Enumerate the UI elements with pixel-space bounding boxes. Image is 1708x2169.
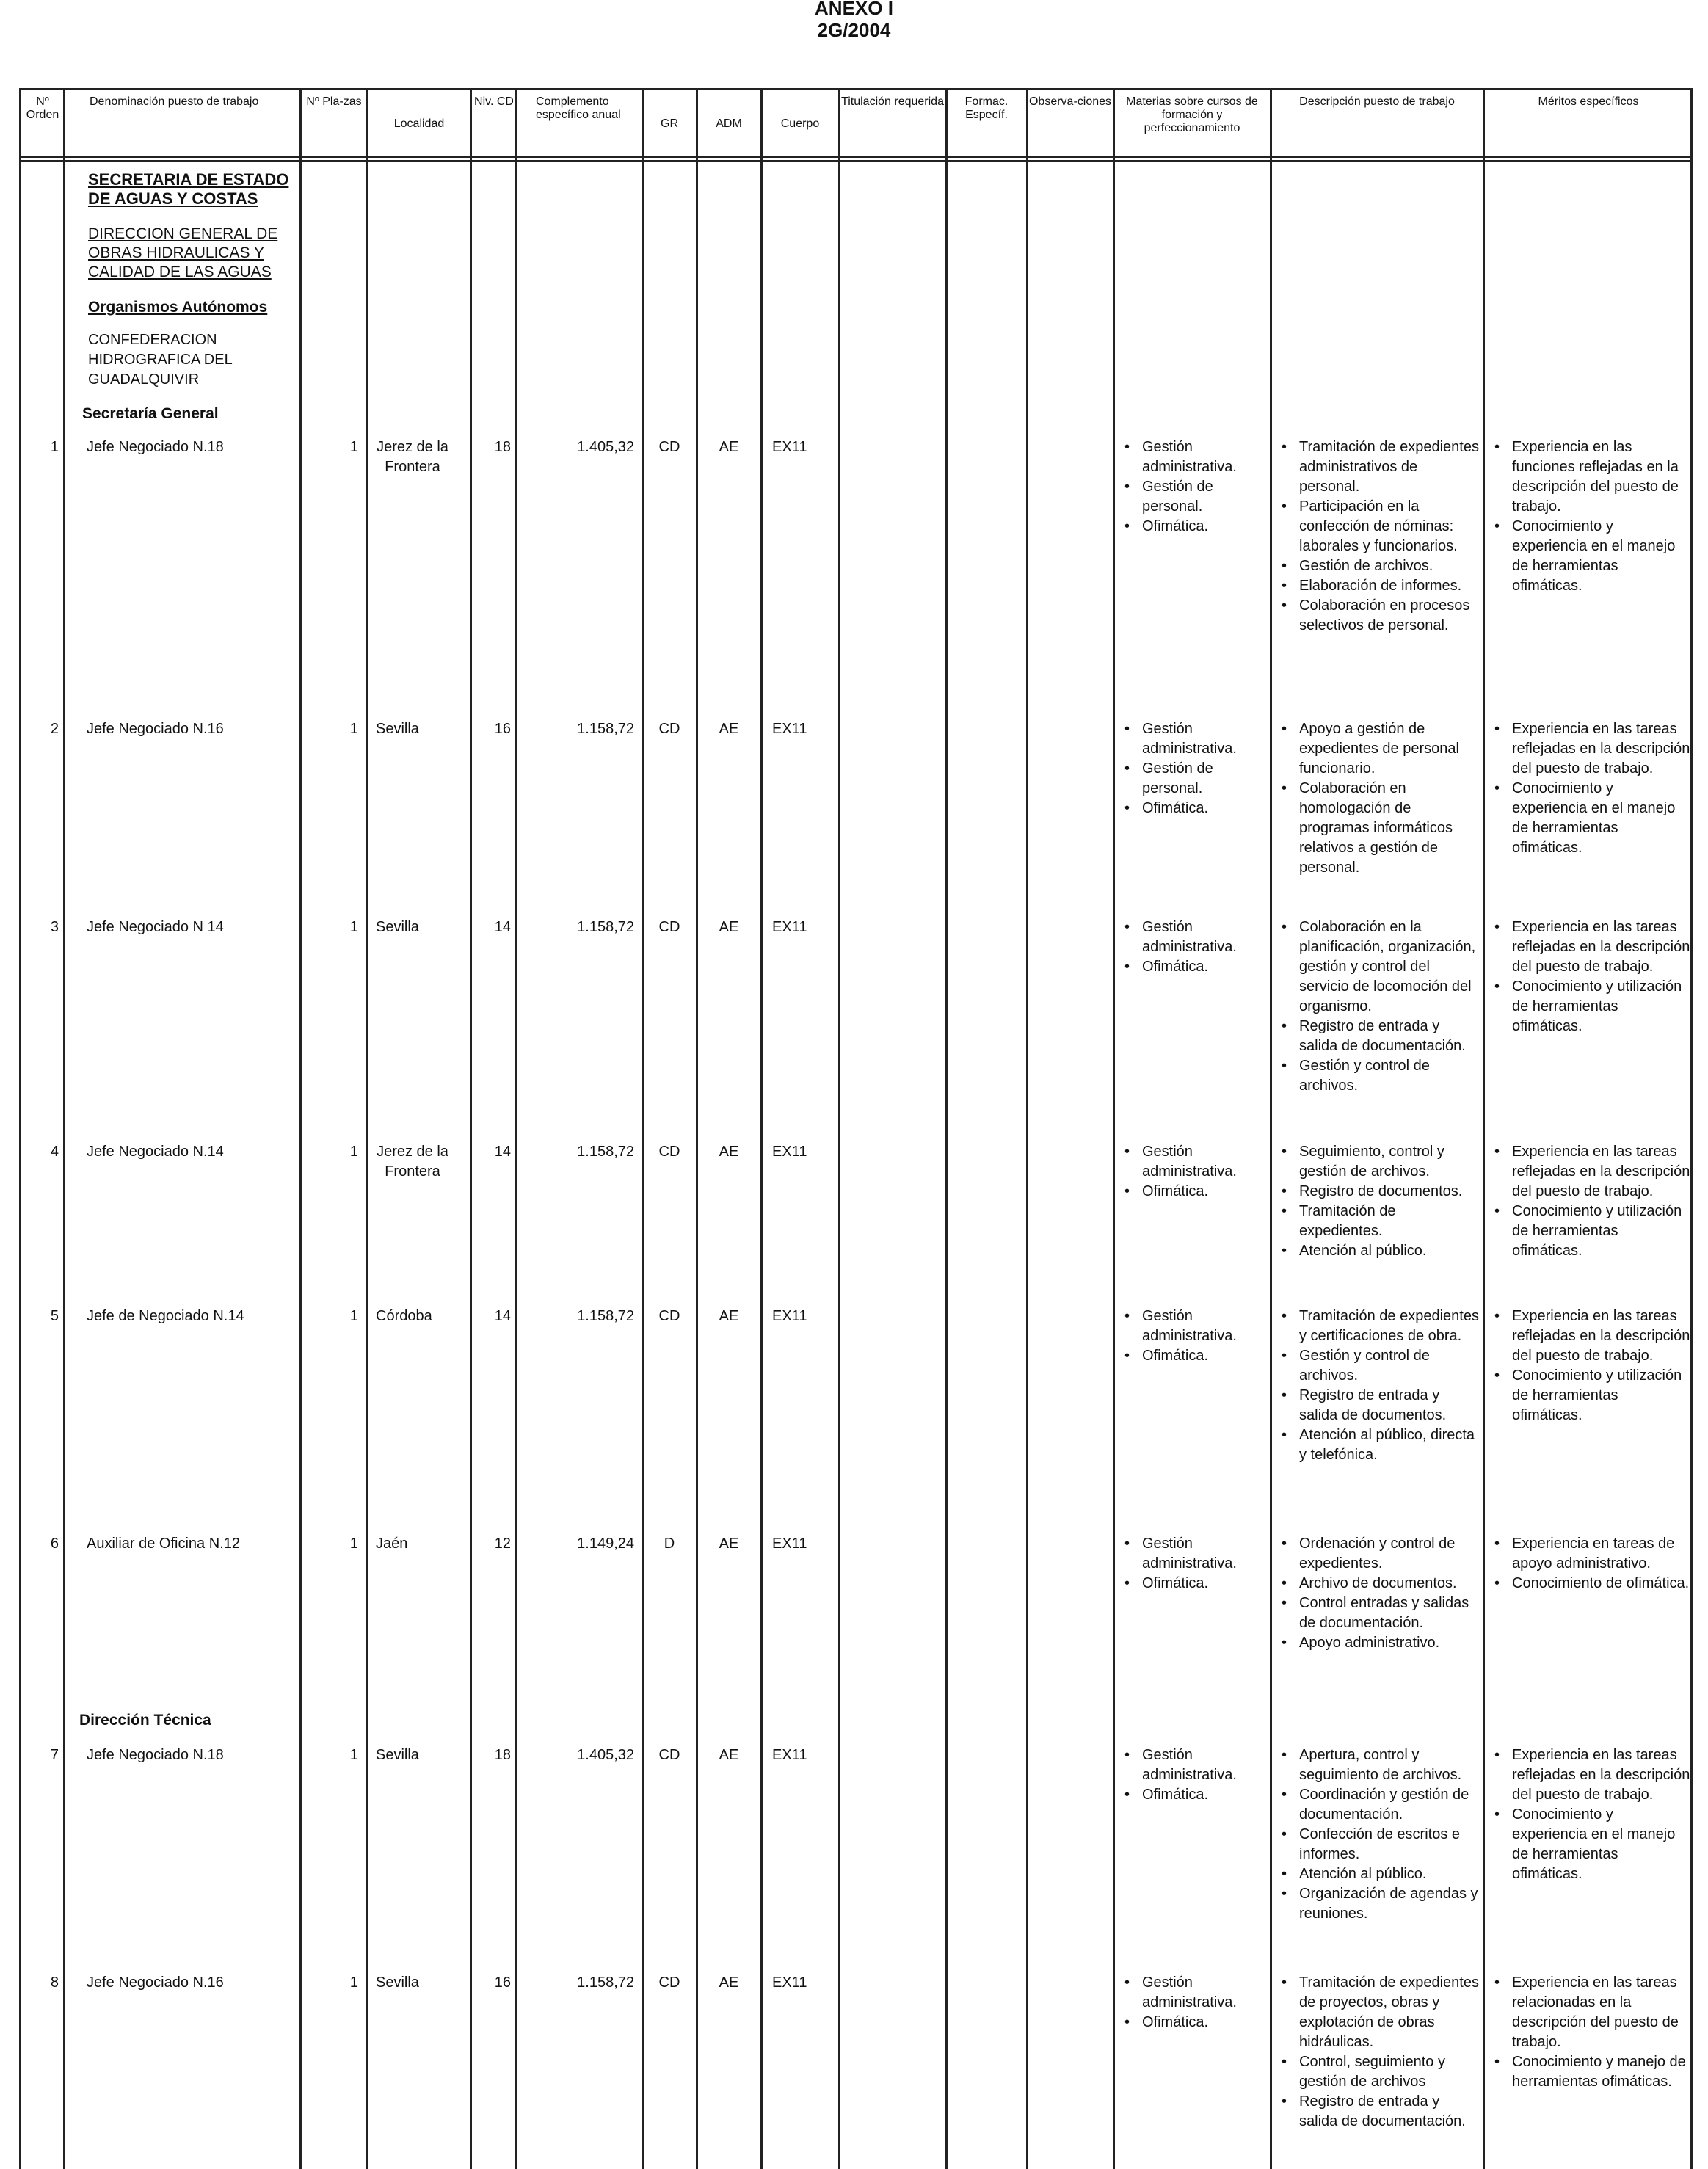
row-8-cuerpo: EX11 — [772, 1974, 807, 1991]
list-item: • Ofimática. — [1122, 1182, 1268, 1202]
list-item: • Tramitación de expedientes. — [1279, 1202, 1481, 1241]
row-3-cuerpo: EX11 — [772, 919, 807, 935]
row-2-adm: AE — [719, 721, 739, 737]
list-item: • Ofimática. — [1122, 957, 1268, 977]
list-item: • Organización de agendas y reuniones. — [1279, 1884, 1481, 1924]
row-4-pl: 1 — [349, 1144, 358, 1160]
row-3-gr: CD — [658, 919, 680, 935]
header-materias: Materias sobre cursos de formación y perfeccionamiento — [1126, 95, 1258, 134]
list-item: • Conocimiento y utilización de herramientas ofimáticas. — [1491, 977, 1691, 1036]
list-item: • Conocimiento y experiencia en el manejo de herramientas ofimáticas. — [1491, 779, 1691, 858]
row-1-gr: CD — [658, 439, 680, 455]
header-titulacion: Titulación requerida — [841, 95, 944, 108]
row-6-comp: 1.149,24 — [577, 1536, 634, 1552]
header-adm: ADM — [716, 117, 742, 130]
list-item: • Experiencia en las tareas reflejadas en la descripción del puesto de trabajo. — [1491, 1142, 1691, 1202]
header-gr: GR — [661, 117, 678, 130]
list-item: • Colaboración en la planificación, organización, gestión y control del servicio de locomoción del organismo. — [1279, 918, 1481, 1017]
list-item: • Ofimática. — [1122, 1346, 1268, 1366]
row-8-n: 8 — [50, 1974, 59, 1991]
list-item: • Colaboración en homologación de programas informáticos relativos a gestión de personal. — [1279, 779, 1481, 878]
list-item: • Ofimática. — [1122, 799, 1268, 818]
list-item: • Ofimática. — [1122, 517, 1268, 537]
row-8-loc: Sevilla — [376, 1974, 419, 1991]
list-item: • Experiencia en las funciones reflejadas en la descripción del puesto de trabajo. — [1491, 437, 1691, 517]
row-4-n: 4 — [50, 1144, 59, 1160]
row-2-desc-list — [1279, 719, 1481, 878]
row-3-comp: 1.158,72 — [577, 919, 634, 935]
row-3-n: 3 — [50, 919, 59, 935]
row-2-cuerpo: EX11 — [772, 721, 807, 737]
list-item: • Experiencia en las tareas reflejadas en la descripción del puesto de trabajo. — [1491, 1307, 1691, 1366]
header-formac: Formac. Específ. — [964, 95, 1009, 121]
list-item: • Gestión y control de archivos. — [1279, 1056, 1481, 1096]
row-2-pl: 1 — [349, 721, 358, 737]
row-1-n: 1 — [50, 439, 59, 455]
row-6-cuerpo: EX11 — [772, 1536, 807, 1552]
row-4-desc-list — [1279, 1142, 1481, 1261]
row-4-niv: 14 — [494, 1144, 511, 1160]
row-3-mer-list — [1491, 918, 1691, 1036]
list-item: • Tramitación de expedientes administrativos de personal. — [1279, 437, 1481, 497]
row-4-cuerpo: EX11 — [772, 1144, 807, 1160]
row-4-loc: Jerez de la Frontera — [377, 1144, 448, 1180]
row-6-pl: 1 — [349, 1536, 358, 1552]
header-nivel: Niv. CD — [474, 95, 514, 108]
row-6-mat-list — [1122, 1534, 1268, 1594]
list-item: • Control entradas y salidas de documentación. — [1279, 1594, 1481, 1633]
list-item: • Experiencia en tareas de apoyo administrativo. — [1491, 1534, 1691, 1574]
row-2-niv: 16 — [494, 721, 511, 737]
row-1-loc: Jerez de la Frontera — [377, 439, 448, 475]
header-denominacion: Denominación puesto de trabajo — [90, 95, 259, 108]
row-6-den: Auxiliar de Oficina N.12 — [87, 1536, 240, 1552]
row-2-comp: 1.158,72 — [577, 721, 634, 737]
row-1-den: Jefe Negociado N.18 — [87, 439, 224, 455]
list-item: • Gestión administrativa. — [1122, 1745, 1268, 1785]
header-descripcion: Descripción puesto de trabajo — [1299, 95, 1455, 108]
row-3-mat-list — [1122, 918, 1268, 977]
list-item: • Elaboración de informes. — [1279, 576, 1481, 596]
list-item: • Gestión administrativa. — [1122, 437, 1268, 477]
list-item: • Atención al público. — [1279, 1864, 1481, 1884]
section-secretaria-general: Secretaría General — [82, 405, 219, 422]
row-2-loc: Sevilla — [376, 721, 419, 737]
header-divider — [19, 156, 1693, 158]
header-complemento: Complemento específico anual — [536, 95, 621, 121]
list-item: • Colaboración en procesos selectivos de personal. — [1279, 596, 1481, 636]
row-5-loc: Córdoba — [376, 1308, 432, 1324]
list-item: • Conocimiento y experiencia en el manejo de herramientas ofimáticas. — [1491, 517, 1691, 596]
list-item: • Gestión administrativa. — [1122, 1973, 1268, 2013]
list-item: • Ordenación y control de expedientes. — [1279, 1534, 1481, 1574]
list-item: • Conocimiento y experiencia en el manejo de herramientas ofimáticas. — [1491, 1805, 1691, 1884]
list-item: • Gestión de personal. — [1122, 759, 1268, 799]
row-7-pl: 1 — [349, 1747, 358, 1763]
list-item: • Apoyo a gestión de expedientes de personal funcionario. — [1279, 719, 1481, 779]
row-1-mer-list — [1491, 437, 1691, 596]
list-item: • Participación en la confección de nóminas: laborales y funcionarios. — [1279, 497, 1481, 556]
list-item: • Registro de entrada y salida de documentación. — [1279, 1017, 1481, 1056]
section-direccion-tecnica: Dirección Técnica — [79, 1712, 211, 1729]
list-item: • Gestión administrativa. — [1122, 1307, 1268, 1346]
list-item: • Registro de documentos. — [1279, 1182, 1481, 1202]
list-item: • Experiencia en las tareas reflejadas en la descripción del puesto de trabajo. — [1491, 918, 1691, 977]
row-4-mat-list — [1122, 1142, 1268, 1202]
row-5-mat-list — [1122, 1307, 1268, 1366]
row-6-adm: AE — [719, 1536, 739, 1552]
row-5-gr: CD — [658, 1308, 680, 1324]
row-7-n: 7 — [50, 1747, 59, 1763]
row-2-den: Jefe Negociado N.16 — [87, 721, 224, 737]
list-item: • Tramitación de expedientes y certificaciones de obra. — [1279, 1307, 1481, 1346]
row-5-cuerpo: EX11 — [772, 1308, 807, 1324]
row-8-den: Jefe Negociado N.16 — [87, 1974, 224, 1991]
list-item: • Atención al público. — [1279, 1241, 1481, 1261]
list-item: • Gestión y control de archivos. — [1279, 1346, 1481, 1386]
list-item: • Coordinación y gestión de documentación. — [1279, 1785, 1481, 1825]
list-item: • Confección de escritos e informes. — [1279, 1825, 1481, 1864]
list-item: • Seguimiento, control y gestión de archivos. — [1279, 1142, 1481, 1182]
section-direccion: DIRECCION GENERAL DE OBRAS HIDRAULICAS Y CALIDAD DE LAS AGUAS — [88, 225, 278, 280]
section-secretaria: SECRETARIA DE ESTADO DE AGUAS Y COSTAS — [88, 170, 289, 208]
row-7-comp: 1.405,32 — [577, 1747, 634, 1763]
row-5-pl: 1 — [349, 1308, 358, 1324]
list-item: • Gestión de personal. — [1122, 477, 1268, 517]
row-7-adm: AE — [719, 1747, 739, 1763]
list-item: • Registro de entrada y salida de documentos. — [1279, 1386, 1481, 1425]
list-item: • Conocimiento y utilización de herramientas ofimáticas. — [1491, 1202, 1691, 1261]
row-2-n: 2 — [50, 721, 59, 737]
header-meritos: Méritos específicos — [1538, 95, 1639, 108]
row-3-desc-list — [1279, 918, 1481, 1096]
row-6-gr: D — [664, 1536, 675, 1552]
row-3-pl: 1 — [349, 919, 358, 935]
list-item: • Conocimiento y manejo de herramientas ofimáticas. — [1491, 2052, 1691, 2092]
header-divider-double — [19, 160, 1693, 162]
list-item: • Experiencia en las tareas reflejadas en la descripción del puesto de trabajo. — [1491, 719, 1691, 779]
row-8-pl: 1 — [349, 1974, 358, 1991]
list-item: • Gestión administrativa. — [1122, 719, 1268, 759]
row-6-n: 6 — [50, 1536, 59, 1552]
list-item: • Experiencia en las tareas relacionadas en la descripción del puesto de trabajo. — [1491, 1973, 1691, 2052]
row-5-mer-list — [1491, 1307, 1691, 1425]
row-7-mat-list — [1122, 1745, 1268, 1805]
row-4-gr: CD — [658, 1144, 680, 1160]
row-8-comp: 1.158,72 — [577, 1974, 634, 1991]
list-item: • Experiencia en las tareas reflejadas en la descripción del puesto de trabajo. — [1491, 1745, 1691, 1805]
row-1-niv: 18 — [494, 439, 511, 455]
list-item: • Ofimática. — [1122, 1574, 1268, 1594]
section-confederacion: CONFEDERACION HIDROGRAFICA DEL GUADALQUIVIR — [88, 332, 232, 388]
document-title: ANEXO I — [815, 0, 893, 19]
list-item: • Archivo de documentos. — [1279, 1574, 1481, 1594]
list-item: • Ofimática. — [1122, 2013, 1268, 2032]
header-localidad: Localidad — [393, 117, 445, 130]
list-item: • Gestión administrativa. — [1122, 1142, 1268, 1182]
row-8-adm: AE — [719, 1974, 739, 1991]
row-7-cuerpo: EX11 — [772, 1747, 807, 1763]
row-7-desc-list — [1279, 1745, 1481, 1924]
row-6-mer-list — [1491, 1534, 1691, 1594]
row-7-den: Jefe Negociado N.18 — [87, 1747, 224, 1763]
row-7-mer-list — [1491, 1745, 1691, 1884]
row-5-niv: 14 — [494, 1308, 511, 1324]
row-3-loc: Sevilla — [376, 919, 419, 935]
row-4-comp: 1.158,72 — [577, 1144, 634, 1160]
list-item: • Conocimiento y utilización de herramientas ofimáticas. — [1491, 1366, 1691, 1425]
row-5-n: 5 — [50, 1308, 59, 1324]
header-orden: Nº Orden — [26, 95, 59, 121]
row-8-gr: CD — [658, 1974, 680, 1991]
document-subtitle: 2G/2004 — [817, 19, 891, 41]
list-item: • Control, seguimiento y gestión de archivos — [1279, 2052, 1481, 2092]
row-1-cuerpo: EX11 — [772, 439, 807, 455]
row-4-adm: AE — [719, 1144, 739, 1160]
row-1-desc-list — [1279, 437, 1481, 636]
row-1-pl: 1 — [349, 439, 358, 455]
row-2-mat-list — [1122, 719, 1268, 818]
row-3-niv: 14 — [494, 919, 511, 935]
row-6-niv: 12 — [494, 1536, 511, 1552]
list-item: • Gestión administrativa. — [1122, 1534, 1268, 1574]
row-4-mer-list — [1491, 1142, 1691, 1261]
row-5-adm: AE — [719, 1308, 739, 1324]
list-item: • Conocimiento de ofimática. — [1491, 1574, 1691, 1594]
row-2-mer-list — [1491, 719, 1691, 858]
list-item: • Apoyo administrativo. — [1279, 1633, 1481, 1653]
list-item: • Registro de entrada y salida de documentación. — [1279, 2092, 1481, 2132]
list-item: • Apertura, control y seguimiento de archivos. — [1279, 1745, 1481, 1785]
row-1-mat-list — [1122, 437, 1268, 537]
row-1-adm: AE — [719, 439, 739, 455]
list-item: • Gestión de archivos. — [1279, 556, 1481, 576]
row-8-mat-list — [1122, 1973, 1268, 2032]
list-item: • Atención al público, directa y telefónica. — [1279, 1425, 1481, 1465]
list-item: • Tramitación de expedientes de proyectos, obras y explotación de obras hidráulicas. — [1279, 1973, 1481, 2052]
list-item: • Gestión administrativa. — [1122, 918, 1268, 957]
row-8-desc-list — [1279, 1973, 1481, 2132]
row-5-comp: 1.158,72 — [577, 1308, 634, 1324]
header-plazas: Nº Pla-zas — [306, 95, 362, 108]
row-2-gr: CD — [658, 721, 680, 737]
list-item: • Ofimática. — [1122, 1785, 1268, 1805]
row-7-niv: 18 — [494, 1747, 511, 1763]
row-7-loc: Sevilla — [376, 1747, 419, 1763]
row-1-comp: 1.405,32 — [577, 439, 634, 455]
row-6-desc-list — [1279, 1534, 1481, 1653]
row-4-den: Jefe Negociado N.14 — [87, 1144, 224, 1160]
row-3-den: Jefe Negociado N 14 — [87, 919, 224, 935]
row-8-niv: 16 — [494, 1974, 511, 1991]
row-5-desc-list — [1279, 1307, 1481, 1465]
row-3-adm: AE — [719, 919, 739, 935]
row-6-loc: Jaén — [376, 1536, 408, 1552]
row-7-gr: CD — [658, 1747, 680, 1763]
row-8-mer-list — [1491, 1973, 1691, 2092]
row-5-den: Jefe de Negociado N.14 — [87, 1308, 244, 1324]
header-observa: Observa-ciones — [1028, 95, 1112, 108]
header-cuerpo: Cuerpo — [780, 117, 820, 130]
section-organismos: Organismos Autónomos — [88, 299, 268, 316]
